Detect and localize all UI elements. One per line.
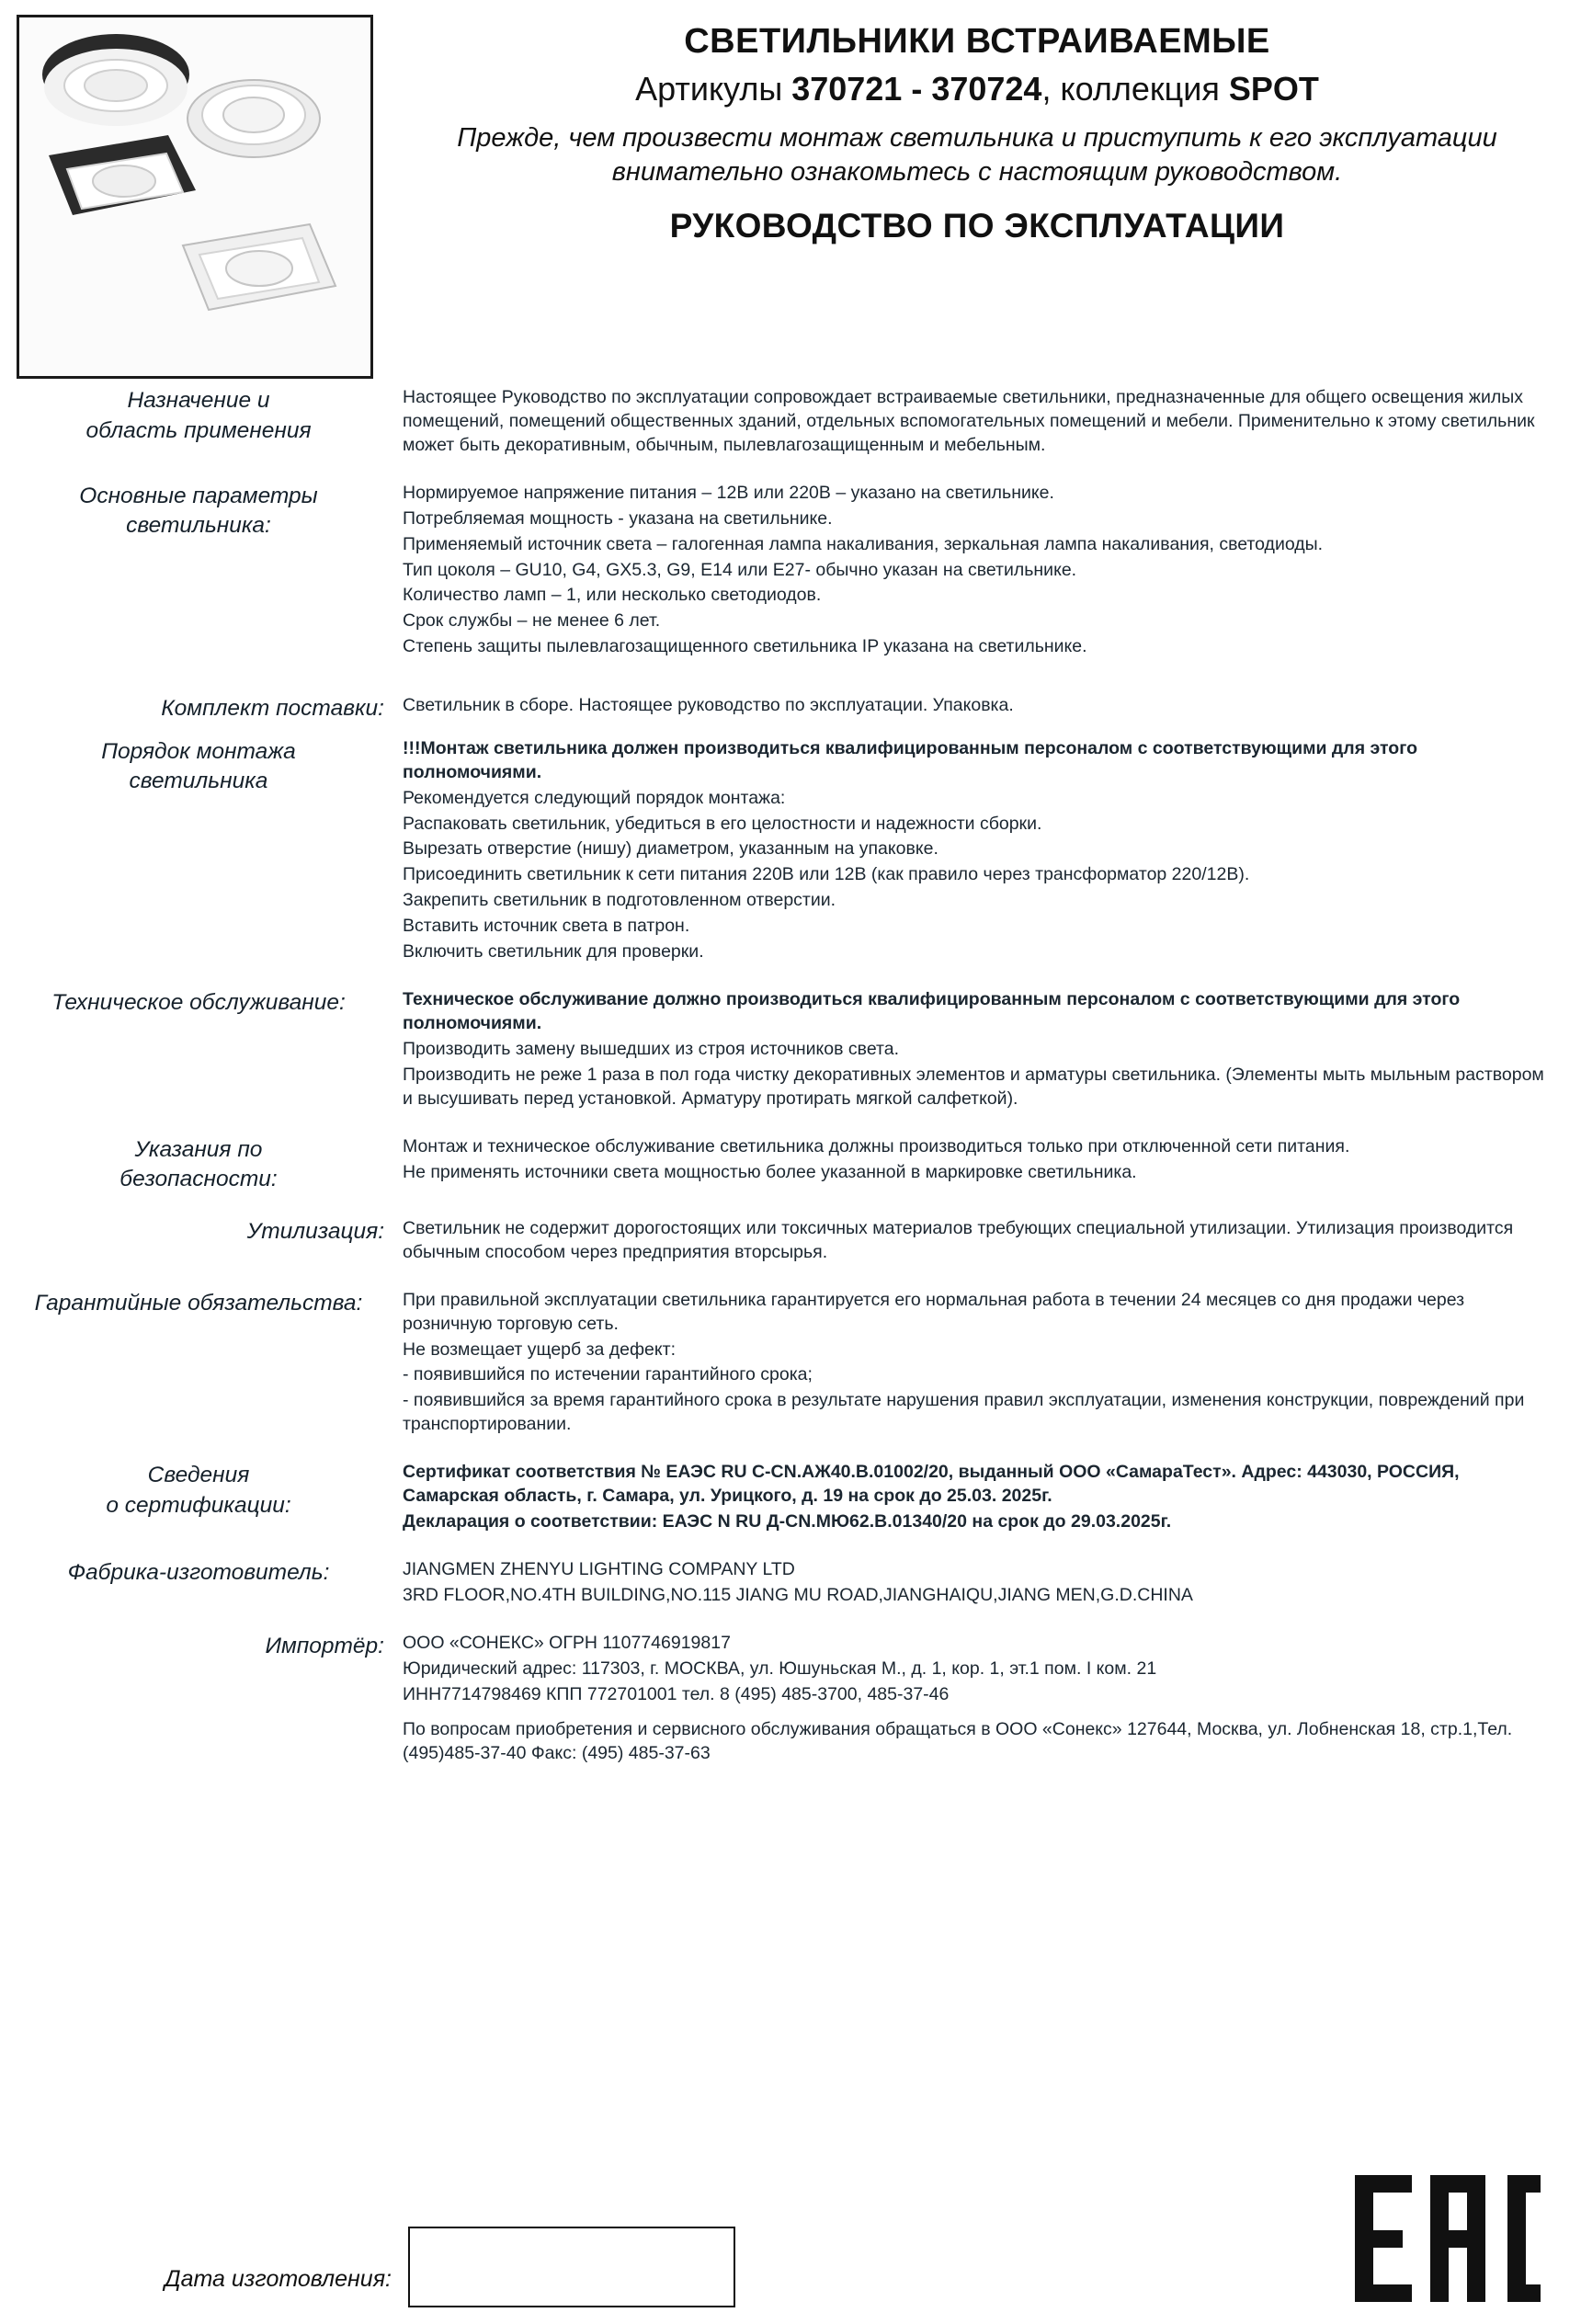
paragraph: По вопросам приобретения и сервисного обслуживания обращаться в ООО «Сонекс» 127644, Москва, ул. Лобненская 18, стр.1,Тел. (495)485-37-40 Факс: (495) 485-37-63 — [403, 1718, 1513, 1763]
paragraph: - появившийся за время гарантийного срока в результате нарушения правил эксплуатации, изменения конструкции, повреждений при транспортировании. — [403, 1390, 1525, 1435]
section-label: Техническое обслуживание: — [51, 990, 346, 1016]
section-label: Указания по безопасности: — [119, 1136, 278, 1192]
paragraph: Юридический адрес: 117303, г. МОСКВА, ул. Юшуньская М., д. 1, кор. 1, эт.1 пом. I ком. 21 — [403, 1658, 1157, 1679]
section-label: Гарантийные обязательства: — [34, 1290, 363, 1316]
paragraph: JIANGMEN ZHENYU LIGHTING COMPANY LTD — [403, 1559, 795, 1579]
paragraph: Нормируемое напряжение питания – 12В или 220В – указано на светильнике. — [403, 482, 1054, 503]
paragraph-bold: !!!Монтаж светильника должен производиться квалифицированным персоналом с соответствующими для этого полномочиями. — [403, 737, 1417, 782]
section-row — [13, 737, 1557, 966]
paragraph: Тип цоколя – GU10, G4, GX5.3, G9, Е14 или Е27- обычно указан на светильнике. — [403, 559, 1077, 580]
title-block — [373, 15, 1557, 245]
paragraph: Включить светильник для проверки. — [403, 941, 704, 963]
section-label: Фабрика-изготовитель: — [67, 1560, 330, 1585]
document-header — [0, 0, 1581, 379]
eac-mark-wrap — [1351, 2170, 1553, 2307]
paragraph: Применяемый источник света – галогенная лампа накаливания, зеркальная лампа накаливания, светодиоды. — [403, 533, 1324, 554]
section-row — [13, 1461, 1557, 1536]
paragraph: Количество ламп – 1, или несколько светодиодов. — [403, 585, 822, 606]
section-text — [399, 1632, 1557, 1768]
paragraph: Вырезать отверстие (нишу) диаметром, указанным на упаковке. — [403, 838, 938, 860]
article-suffix: , коллекция — [1041, 69, 1229, 108]
manufacture-date-label: Дата изготовления: — [164, 2266, 392, 2292]
paragraph: Степень защиты пылевлагозащищенного светильника IP указана на светильнике. — [403, 636, 1087, 657]
product-photo — [17, 15, 373, 379]
paragraph: Потребляемая мощность - указана на светильнике. — [403, 507, 833, 529]
section-text — [399, 737, 1557, 966]
section-row — [13, 694, 1557, 724]
paragraph: ООО «СОНЕКС» ОГРН 1107746919817 — [403, 1632, 731, 1653]
section-label: Утилизация: — [246, 1218, 384, 1244]
article-line — [397, 69, 1557, 108]
paragraph: Присоединить светильник к сети питания 220В или 12В (как правило через трансформатор 220/12В). — [403, 864, 1250, 885]
document-footer — [0, 2170, 1581, 2307]
section-row — [13, 988, 1557, 1113]
eac-mark-icon — [1351, 2170, 1544, 2307]
section-label: Порядок монтажа светильника — [101, 738, 296, 794]
section-label: Основные параметры светильника: — [79, 483, 318, 539]
section-row — [13, 482, 1557, 661]
paragraph: Монтаж и техническое обслуживание светильника должны производиться только при отключенной сети питания. — [403, 1135, 1350, 1156]
section-text — [399, 1558, 1557, 1610]
section-text — [399, 1289, 1557, 1440]
page-title: СВЕТИЛЬНИКИ ВСТРАИВАЕМЫЕ — [684, 22, 1270, 61]
paragraph: Не применять источники света мощностью более указанной в маркировке светильника. — [403, 1161, 1137, 1182]
paragraph: Производить замену вышедших из строя источников света. — [403, 1038, 899, 1059]
section-text — [399, 1461, 1557, 1536]
document-body — [0, 386, 1581, 1767]
section-row — [13, 1135, 1557, 1195]
section-label: Назначение и область применения — [85, 388, 312, 443]
paragraph: Производить не реже 1 раза в пол года чистку декоративных элементов и арматуры светильника. (Элементы мыть мыльным раствором и высушивать перед установкой. Арматуру протирать мягкой салфеткой). — [403, 1064, 1544, 1109]
section-row — [13, 1217, 1557, 1267]
section-row — [13, 1558, 1557, 1610]
paragraph: Срок службы – не менее 6 лет. — [403, 610, 661, 632]
section-text — [399, 1217, 1557, 1267]
section-label: Сведения о сертификации: — [106, 1463, 291, 1518]
article-prefix: Артикулы — [635, 69, 792, 108]
section-label: Импортёр: — [265, 1633, 384, 1658]
paragraph-bold: Техническое обслуживание должно производиться квалифицированным персоналом с соответствующими для этого полномочиями. — [403, 989, 1461, 1034]
paragraph: Настоящее Руководство по эксплуатации сопровождает встраиваемые светильники, предназначенные для общего освещения жилых помещений, помещений общественных зданий, отдельных вспомогательных помещений и мебели. Применительно к этому светильник может быть декоративным, обычным, пылевлагозащищенным и мебельным. — [403, 387, 1535, 455]
header-warning-text: Прежде, чем произвести монтаж светильника и приступить к его эксплуатации внимательно ознакомьтесь с настоящим руководством. — [457, 122, 1497, 188]
section-text — [399, 482, 1557, 661]
section-row — [13, 386, 1557, 460]
paragraph-bold: Декларация о соответствии: ЕАЭС N RU Д-CN.МЮ62.В.01340/20 на срок до 29.03.2025г. — [403, 1511, 1172, 1532]
collection-name: SPOT — [1228, 69, 1319, 108]
section-label: Комплект поставки: — [161, 696, 384, 722]
paragraph: Рекомендуется следующий порядок монтажа: — [403, 787, 786, 808]
paragraph: ИНН7714798469 КПП 772701001 тел. 8 (495) 485-3700, 485-37-46 — [403, 1683, 950, 1704]
manufacture-date-field[interactable] — [408, 2227, 735, 2307]
section-row — [13, 1289, 1557, 1440]
paragraph: При правильной эксплуатации светильника гарантируется его нормальная работа в течении 24 месяцев со дня продажи через розничную торговую сеть. — [403, 1289, 1465, 1334]
paragraph: Не возмещает ущерб за дефект: — [403, 1339, 677, 1360]
paragraph: - появившийся по истечении гарантийного срока; — [403, 1364, 813, 1385]
section-text — [399, 1135, 1557, 1187]
article-range: 370721 - 370724 — [791, 69, 1042, 108]
paragraph: Закрепить светильник в подготовленном отверстии. — [403, 890, 836, 911]
section-text — [399, 988, 1557, 1113]
paragraph: Распаковать светильник, убедиться в его целостности и надежности сборки. — [403, 813, 1042, 834]
paragraph-bold: Сертификат соответствия № ЕАЭС RU C-CN.АЖ40.В.01002/20, выданный ООО «СамараТест». Адрес: 443030, РОССИЯ, Самарская область, г. Самара, ул. Урицкого, д. 19 на срок до 25.03. 2025г. — [403, 1462, 1460, 1507]
section-text — [399, 386, 1557, 460]
paragraph: Вставить источник света в патрон. — [403, 916, 690, 937]
paragraph: 3RD FLOOR,NO.4TH BUILDING,NO.115 JIANG MU ROAD,JIANGHAIQU,JIANG MEN,G.D.CHINA — [403, 1584, 1193, 1605]
section-row — [13, 1632, 1557, 1768]
manual-title: РУКОВОДСТВО ПО ЭКСПЛУАТАЦИИ — [669, 207, 1285, 245]
section-text — [399, 694, 1557, 720]
paragraph: Светильник в сборе. Настоящее руководство по эксплуатации. Упаковка. — [403, 695, 1014, 716]
paragraph: Светильник не содержит дорогостоящих или токсичных материалов требующих специальной утилизации. Утилизация производится обычным способом через предприятия вторсырья. — [403, 1217, 1514, 1262]
